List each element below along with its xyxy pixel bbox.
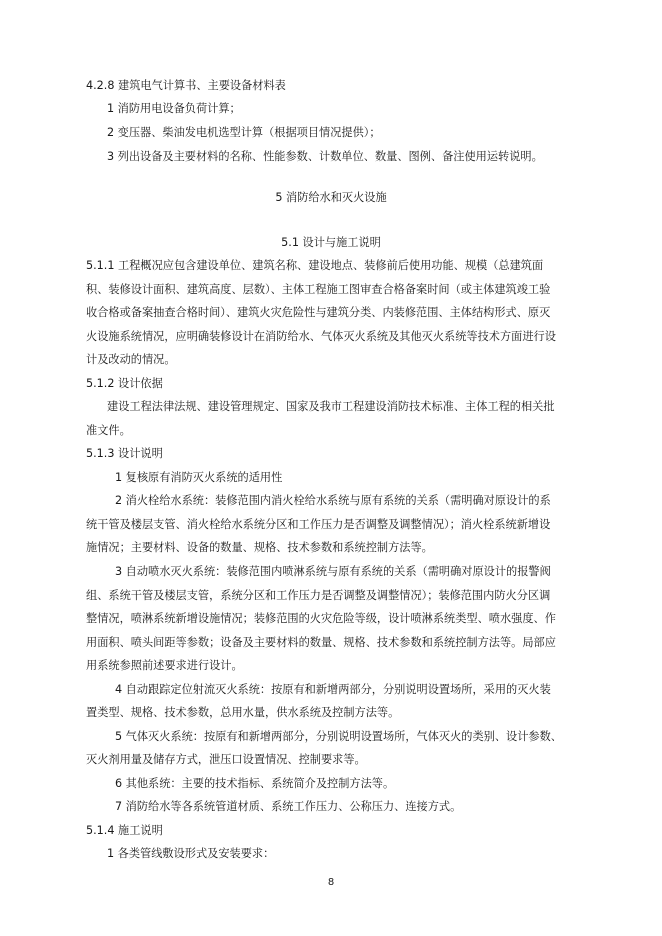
paragraph-line: 统干管及楼层支管、消火栓给水系统分区和工作压力是否调整及调整情况）；消火栓系统新增设: [86, 518, 551, 531]
paragraph-line: 置类型、规格、技术参数，总用水量，供水系统及控制方法等。: [86, 706, 400, 719]
section-5-1-4-heading: 5.1.4 施工说明: [86, 824, 163, 837]
list-item: 3 自动喷水灭火系统：装修范围内喷淋系统与原有系统的关系（需明确对原设计的报警阀: [115, 565, 551, 578]
paragraph-line: 施情况；主要材料、设备的数量、规格、技术参数和系统控制方法等。: [86, 541, 433, 554]
list-item: 1 各类管线敷设形式及安装要求：: [107, 847, 275, 860]
paragraph-line: 积、装修设计面积、建筑高度、层数）、主体工程施工图审查合格备案时间（或主体建筑竣工验: [86, 283, 551, 296]
list-item: 4 自动跟踪定位射流灭火系统：按原有和新增两部分，分别说明设置场所，采用的灭火装: [115, 683, 551, 696]
list-item: 7 消防给水等各系统管道材质、系统工作压力、公称压力、连接方式。: [115, 800, 462, 813]
list-item: 1 复核原有消防灭火系统的适用性: [115, 471, 283, 484]
chapter-5-title: 5 消防给水和灭火设施: [275, 191, 387, 204]
list-item: 6 其他系统：主要的技术指标、系统简介及控制方法等。: [115, 777, 395, 790]
paragraph-line: 收合格或备案抽查合格时间）、建筑火灾危险性与建筑分类、内装修范围、主体结构形式、原灭: [86, 306, 551, 319]
paragraph-line: 建设工程法律法规、建设管理规定、国家及我市工程建设消防技术标准、主体工程的相关批: [107, 400, 555, 413]
list-item: 1 消防用电设备负荷计算；: [107, 102, 241, 115]
paragraph-line: 准文件。: [86, 424, 131, 437]
page-number: 8: [327, 877, 335, 888]
paragraph-line: 灭火剂用量及储存方式，泄压口设置情况、控制要求等。: [86, 753, 366, 766]
paragraph-line: 整情况，喷淋系统新增设施情况；装修范围的火灾危险等级，设计喷淋系统类型、喷水强度、作: [86, 612, 556, 625]
list-item: 3 列出设备及主要材料的名称、性能参数、计数单位、数量、图例、备注使用运转说明。: [107, 150, 543, 163]
section-5-1-2-heading: 5.1.2 设计依据: [86, 377, 163, 390]
paragraph-line: 计及改动的情况。: [86, 353, 176, 366]
paragraph-line: 组、系统干管及楼层支管，系统分区和工作压力是否调整及调整情况）；装修范围内防火分区调: [86, 589, 551, 602]
list-item: 5 气体灭火系统：按原有和新增两部分，分别说明设置场所，气体灭火的类别、设计参数、: [115, 730, 562, 743]
paragraph-line: 5.1.1 工程概况应包含建设单位、建筑名称、建设地点、装修前后使用功能、规模（总建筑面: [86, 259, 544, 272]
paragraph-line: 用系统参照前述要求进行设计。: [86, 659, 243, 672]
section-5-1-title: 5.1 设计与施工说明: [281, 236, 381, 249]
list-item: 2 消火栓给水系统：装修范围内消火栓给水系统与原有系统的关系（需明确对原设计的系: [115, 494, 551, 507]
paragraph-line: 用面积、喷头间距等参数；设备及主要材料的数量、规格、技术参数和系统控制方法等。局部应: [86, 636, 556, 649]
section-4-2-8-heading: 4.2.8 建筑电气计算书、主要设备材料表: [86, 79, 286, 92]
section-5-1-3-heading: 5.1.3 设计说明: [86, 447, 163, 460]
paragraph-line: 火设施系统情况，应明确装修设计在消防给水、气体灭火系统及其他灭火系统等技术方面进行设: [86, 330, 556, 343]
list-item: 2 变压器、柴油发电机选型计算（根据项目情况提供）；: [107, 126, 381, 139]
